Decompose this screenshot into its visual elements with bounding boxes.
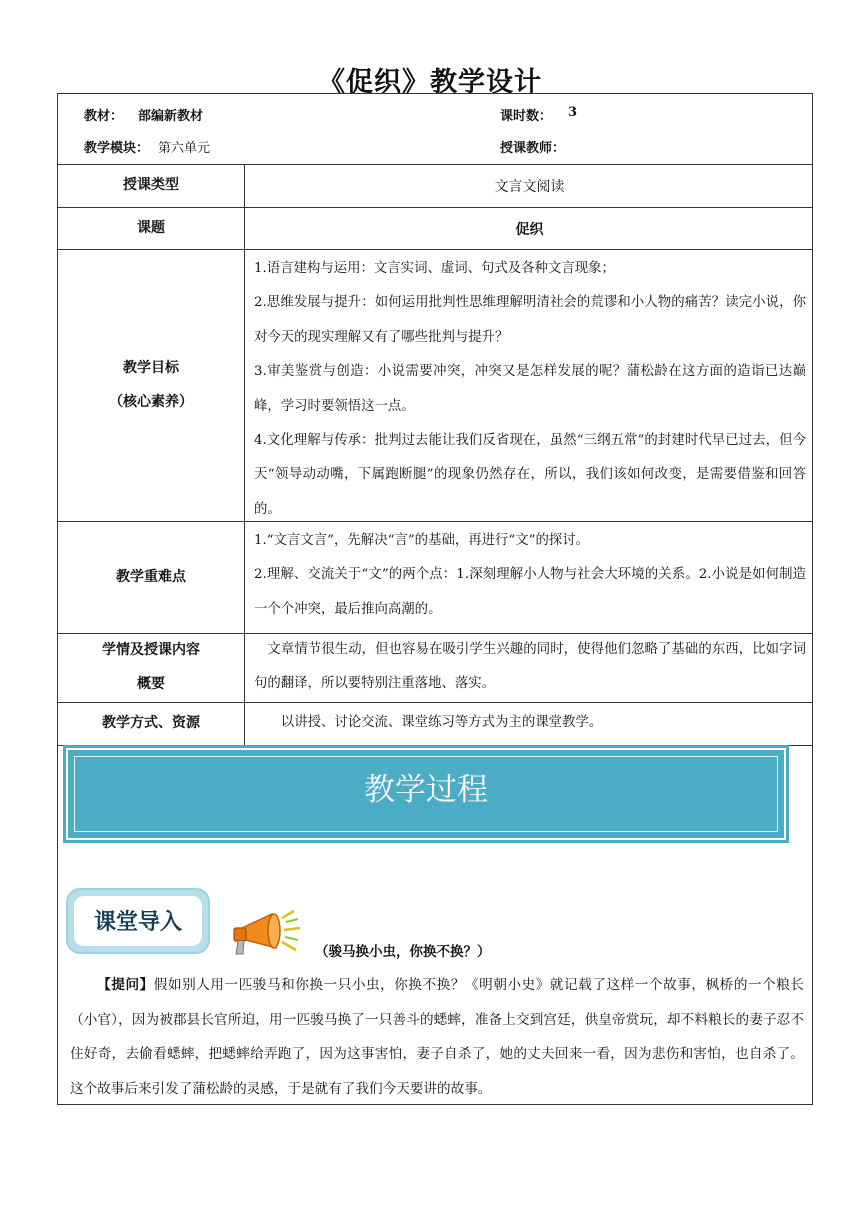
section-badge-label: 课堂导入 <box>93 910 182 935</box>
row-divider <box>58 249 812 250</box>
section-badge-inner <box>74 896 202 946</box>
goal-item: 4.文化理解与传承：批判过去能让我们反省现在，虽然“三纲五常”的封建时代早已过去，但今天“领导动动嘴，下属跑断腿”的现象仍然存在，所以，我们该如何改变，是需要借鉴和回答的。 <box>254 433 806 517</box>
intro-subtitle: （骏马换小虫，你换不换？） <box>315 944 491 960</box>
process-banner <box>66 748 786 840</box>
section-badge <box>66 888 210 954</box>
keypoint-item: 1.“文言文言”，先解决“言”的基础，再进行“文”的探讨。 <box>254 533 590 548</box>
lesson-plan-table <box>57 93 813 1105</box>
textbook-label: 教材： <box>84 109 124 124</box>
lesson-type-value: 文言文阅读 <box>494 179 565 195</box>
situation-sublabel: 概要 <box>137 676 165 692</box>
teacher-label: 授课教师： <box>500 141 566 156</box>
question-text: 假如别人用一匹骏马和你换一只小虫，你换不换？《明朝小史》就记载了这样一个故事，枫桥的一个粮长（小官），因为被郡县长官所迫，用一匹骏马换了一只善斗的蟋蟀，准备上交到宫廷，供皇帝赏玩，却不料粮长的妻子忍不住好奇，去偷看蟋蟀，把蟋蟀给弄跑了，因为这事害怕，妻子自杀了，她的丈夫回来一看，因为悲伤和害怕，也自杀了。这个故事后来引发了蒲松龄的灵感，于是就有了我们今天要讲的故事。 <box>70 977 805 1097</box>
row-divider <box>58 702 812 703</box>
topic-label: 课题 <box>137 220 165 236</box>
document-title: 《促织》教学设计 <box>318 67 542 98</box>
keypoints-label: 教学重难点 <box>116 569 186 585</box>
goals-label: 教学目标 <box>123 360 179 376</box>
goal-item: 1.语言建构与运用：文言实词、虚词、句式及各种文言现象； <box>254 261 615 276</box>
process-banner-title: 教学过程 <box>364 772 488 808</box>
goal-item: 3.审美鉴赏与创造：小说需要冲突，冲突又是怎样发展的呢？蒲松龄在这方面的造诣已达巅峰，学习时要领悟这一点。 <box>254 364 806 414</box>
row-divider <box>58 207 812 208</box>
goals-sublabel: （核心素养） <box>109 394 193 410</box>
keypoint-item: 2.理解、交流关于“文”的两个点：1.深刻理解小人物与社会大环境的关系。2.小说是如何制造一个个冲突，最后推向高潮的。 <box>254 567 806 617</box>
situation-label: 学情及授课内容 <box>102 642 200 658</box>
textbook-value: 部编新教材 <box>138 109 204 124</box>
hours-label: 课时数： <box>500 109 553 124</box>
goal-item: 2.思维发展与提升：如何运用批判性思维理解明清社会的荒谬和小人物的痛苦？读完小说，你对今天的现实理解又有了哪些批判与提升？ <box>254 295 806 345</box>
column-divider <box>244 164 245 745</box>
module-value: 第六单元 <box>158 141 211 156</box>
goals-list <box>254 252 806 527</box>
topic-value: 促织 <box>515 222 544 238</box>
situation-text: 文章情节很生动，但也容易在吸引学生兴趣的同时，使得他们忽略了基础的东西，比如字词句的翻译，所以要特别注重落地、落实。 <box>254 642 806 692</box>
question-tag: 【提问】 <box>97 977 154 993</box>
hours-value: 3 <box>568 105 578 120</box>
module-label: 教学模块： <box>84 141 150 156</box>
row-divider <box>58 745 812 746</box>
megaphone-icon <box>228 908 302 958</box>
row-divider <box>58 164 812 165</box>
method-text: 以讲授、讨论交流、课堂练习等方式为主的课堂教学。 <box>280 715 603 730</box>
lesson-type-label: 授课类型 <box>123 177 179 193</box>
method-label: 教学方式、资源 <box>102 715 200 731</box>
intro-paragraph <box>70 968 804 1106</box>
keypoints-list <box>254 524 806 627</box>
